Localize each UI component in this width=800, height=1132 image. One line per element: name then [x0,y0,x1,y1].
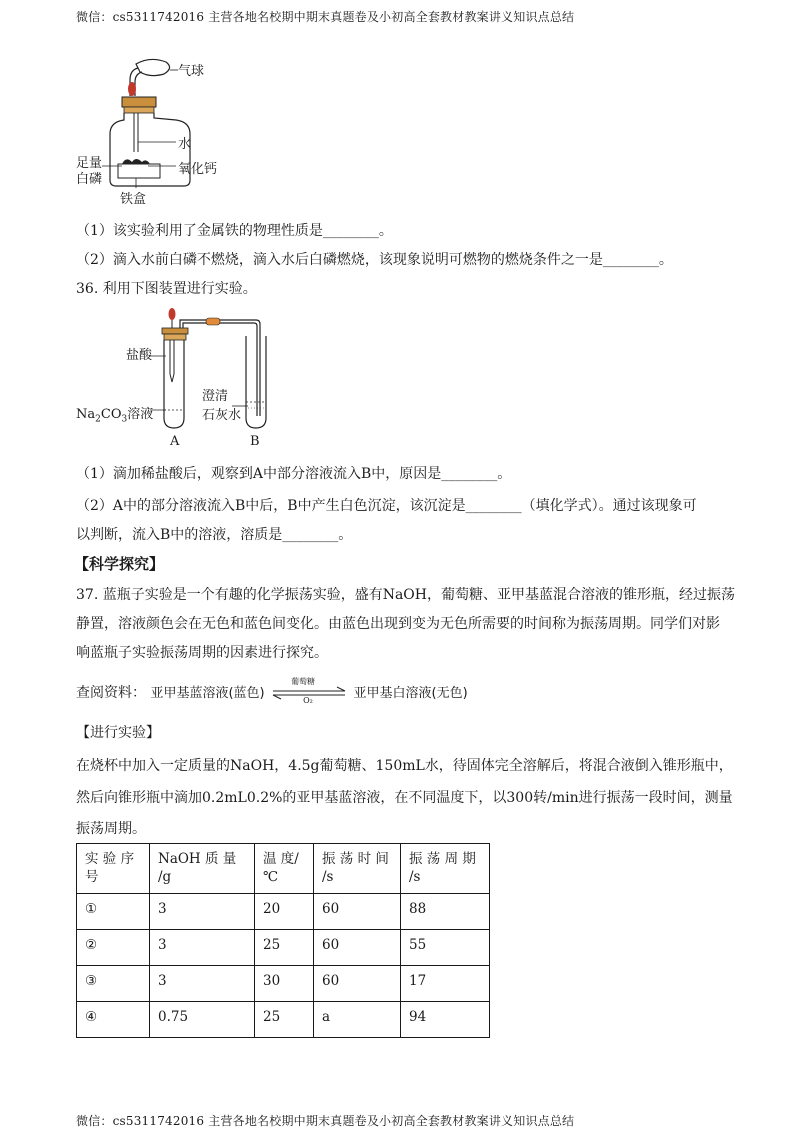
table-cell: 55 [401,930,490,966]
header-cell: 振 荡 时 间 /s [314,844,401,894]
table-cell: 94 [401,1002,490,1038]
header-cell: 振 荡 周 期 /s [401,844,490,894]
table-cell: ③ [77,966,150,1002]
page-footer: 微信：cs5311742016 主营各地名校期中期末真题卷及小初高全套教材教案讲义知识点总结 [76,1114,575,1128]
tube-a-label: A [170,434,180,449]
q36-part2b: 以判断，流入B中的溶液，溶质是________。 [76,527,353,543]
q36-stem: 36. 利用下图装置进行实验。 [76,281,257,297]
table-cell: 20 [255,894,314,930]
experiment-heading: 【进行实验】 [76,725,160,741]
table-cell: ④ [77,1002,150,1038]
table-cell: 3 [150,894,255,930]
reversible-arrow [271,677,347,706]
table-cell: 30 [255,966,314,1002]
reference-left: 亚甲基蓝溶液(蓝色) [150,686,265,701]
results-table [76,843,490,1038]
q36-part1: （1）滴加稀盐酸后，观察到A中部分溶液流入B中，原因是________。 [76,466,512,482]
arrow-bottom-label: O₂ [303,696,313,705]
table-row [77,1002,490,1038]
table-cell: 25 [255,930,314,966]
water-label: 水 [178,137,192,152]
reference-label: 查阅资料： [76,685,146,701]
experiment-line1: 在烧杯中加入一定质量的NaOH，4.5g葡萄糖、150mL水，待固体完全溶解后，将混合液倒入锥形瓶中， [76,758,733,774]
reference-row [76,677,468,706]
experiment-line3: 振荡周期。 [76,821,146,837]
q37-line2: 静置，溶液颜色会在无色和蓝色间变化。由蓝色出现到变为无色所需要的时间称为振荡周期。同学们对影 [76,616,720,632]
hcl-label: 盐酸 [126,348,153,363]
limewater-label-2: 石灰水 [202,408,242,423]
tube-b-label: B [250,434,260,449]
table-cell: 60 [314,930,401,966]
table-cell: 25 [255,1002,314,1038]
q37-line3: 响蓝瓶子实验振荡周期的因素进行探究。 [76,645,328,661]
header-cell: 实 验 序 号 [77,844,150,894]
table-row [77,966,490,1002]
table-cell: 60 [314,894,401,930]
phosphorus-label-2: 白磷 [76,172,103,187]
table-cell: 88 [401,894,490,930]
q37-line1: 37. 蓝瓶子实验是一个有趣的化学振荡实验，盛有NaOH，葡萄糖、亚甲基蓝混合溶液的锥形瓶，经过振荡 [76,587,735,603]
table-cell: ① [77,894,150,930]
table-cell: 60 [314,966,401,1002]
reference-right: 亚甲基白溶液(无色) [353,686,468,701]
section-title: 【科学探究】 [74,555,165,573]
table-cell: a [314,1002,401,1038]
page-header: 微信：cs5311742016 主营各地名校期中期末真题卷及小初高全套教材教案讲义知识点总结 [76,10,575,24]
q36-part2a: （2）A中的部分溶液流入B中后，B中产生白色沉淀，该沉淀是________（填化学式）。通过该现象可 [76,498,697,514]
iron-box-label: 铁盒 [120,192,147,207]
table-header-row [77,844,490,894]
na2co3-label: $Na_2CO_3$溶液 [76,407,154,425]
figure-phosphorus-apparatus [80,56,250,206]
calcium-oxide-label: 氧化钙 [178,162,218,177]
table-cell: 3 [150,966,255,1002]
arrow-top-label: 葡萄糖 [291,677,316,686]
q35-part2: （2）滴入水前白磷不燃烧，滴入水后白磷燃烧，该现象说明可燃物的燃烧条件之一是________。 [76,252,673,268]
limewater-label-1: 澄清 [202,389,229,404]
table-cell: 3 [150,930,255,966]
table-row [77,930,490,966]
balloon-label: 气球 [178,64,205,79]
table-cell: 0.75 [150,1002,255,1038]
table-row [77,894,490,930]
table-cell: ② [77,930,150,966]
q35-part1: （1）该实验利用了金属铁的物理性质是________。 [76,223,393,239]
table-cell: 17 [401,966,490,1002]
header-cell: NaOH 质 量 /g [150,844,255,894]
phosphorus-label-1: 足量 [76,156,103,171]
header-cell: 温 度/℃ [255,844,314,894]
experiment-line2: 然后向锥形瓶中滴加0.2mL0.2%的亚甲基蓝溶液，在不同温度下，以300转/min进行振荡一段时间，测量 [76,790,733,806]
